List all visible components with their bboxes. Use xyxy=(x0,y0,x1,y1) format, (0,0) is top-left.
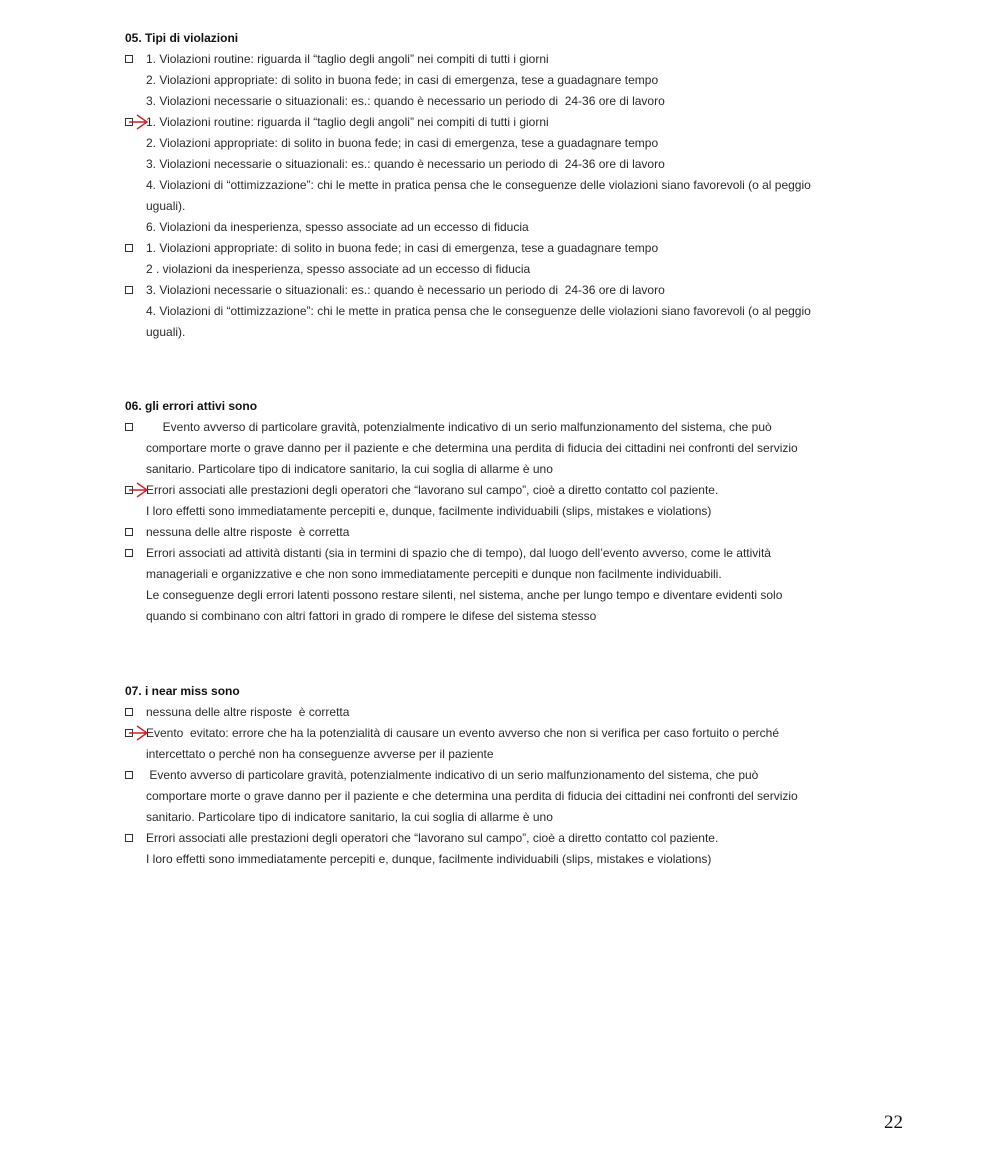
option-text-line: 1. Violazioni routine: riguarda il “taglio degli angoli” nei compiti di tutti i giorni xyxy=(146,52,549,66)
option-text-line: 4. Violazioni di “ottimizzazione”: chi le mette in pratica pensa che le conseguenze delle violazioni siano favorevoli (o al peggio xyxy=(146,304,811,318)
option-text-line: nessuna delle altre risposte è corretta xyxy=(146,525,350,539)
option-text-line: Evento avverso di particolare gravità, potenzialmente indicativo di un serio malfunzionamento del sistema, che può xyxy=(146,768,759,782)
option-text-line: 2. Violazioni appropriate: di solito in buona fede; in casi di emergenza, tese a guadagnare tempo xyxy=(146,73,659,87)
answer-option[interactable] xyxy=(125,49,885,112)
option-text-line: comportare morte o grave danno per il paziente e che determina una perdita di fiducia dei cittadini nei confronti del servizio xyxy=(146,441,798,455)
answer-option[interactable] xyxy=(125,112,885,238)
red-arrow-marker-icon xyxy=(129,725,149,741)
checkbox-square-icon[interactable] xyxy=(125,244,133,252)
red-arrow-marker-icon xyxy=(129,114,149,130)
checkbox-square-icon[interactable] xyxy=(125,834,133,842)
checkbox-square-icon[interactable] xyxy=(125,771,133,779)
option-text-line: quando si combinano con altri fattori in grado di rompere le difese del sistema stesso xyxy=(146,609,597,623)
option-text-line: nessuna delle altre risposte è corretta xyxy=(146,705,350,719)
option-text-line: 6. Violazioni da inesperienza, spesso associate ad un eccesso di fiducia xyxy=(146,220,529,234)
option-text-line: 2 . violazioni da inesperienza, spesso associate ad un eccesso di fiducia xyxy=(146,262,531,276)
option-text-line: I loro effetti sono immediatamente percepiti e, dunque, facilmente individuabili (slips, mistakes e violations) xyxy=(146,852,712,866)
answer-option[interactable] xyxy=(125,417,885,480)
option-text-line: sanitario. Particolare tipo di indicatore sanitario, la cui soglia di allarme è uno xyxy=(146,810,553,824)
option-text-line: 1. Violazioni routine: riguarda il “taglio degli angoli” nei compiti di tutti i giorni xyxy=(146,115,549,129)
option-text-line: Evento evitato: errore che ha la potenzialità di causare un evento avverso che non si verifica per caso fortuito o perché xyxy=(146,726,780,740)
answer-option[interactable] xyxy=(125,238,885,280)
option-text-line: comportare morte o grave danno per il paziente e che determina una perdita di fiducia dei cittadini nei confronti del servizio xyxy=(146,789,798,803)
checkbox-square-icon[interactable] xyxy=(125,528,133,536)
option-text-line: intercettato o perché non ha conseguenze avverse per il paziente xyxy=(146,747,494,761)
option-text-line: Evento avverso di particolare gravità, potenzialmente indicativo di un serio malfunzionamento del sistema, che può xyxy=(146,420,772,434)
question-title: 05. Tipi di violazioni xyxy=(125,31,239,45)
option-text-line: 1. Violazioni appropriate: di solito in buona fede; in casi di emergenza, tese a guadagnare tempo xyxy=(146,241,659,255)
answer-option[interactable] xyxy=(125,280,885,343)
checkbox-square-icon[interactable] xyxy=(125,423,133,431)
option-text-line: manageriali e organizzative e che non sono immediatamente percepiti e dunque non facilmente individuabili. xyxy=(146,567,722,581)
checkbox-square-icon[interactable] xyxy=(125,708,133,716)
answer-option[interactable] xyxy=(125,702,885,723)
red-arrow-marker-icon xyxy=(129,482,149,498)
checkbox-square-icon[interactable] xyxy=(125,549,133,557)
option-text-line: Errori associati alle prestazioni degli operatori che “lavorano sul campo”, cioè a diretto contatto col paziente. xyxy=(146,831,719,845)
option-text-line: sanitario. Particolare tipo di indicatore sanitario, la cui soglia di allarme è uno xyxy=(146,462,553,476)
option-text-line: Errori associati alle prestazioni degli operatori che “lavorano sul campo”, cioè a diretto contatto col paziente. xyxy=(146,483,719,497)
page-number: 22 xyxy=(884,1112,903,1133)
option-text-line: Errori associati ad attività distanti (sia in termini di spazio che di tempo), dal luogo dell’evento avverso, come le attività xyxy=(146,546,771,560)
answer-option[interactable] xyxy=(125,543,885,627)
checkbox-square-icon[interactable] xyxy=(125,286,133,294)
option-text-line: 4. Violazioni di “ottimizzazione”: chi le mette in pratica pensa che le conseguenze delle violazioni siano favorevoli (o al peggio xyxy=(146,178,811,192)
answer-option[interactable] xyxy=(125,723,885,765)
option-text-line: 2. Violazioni appropriate: di solito in buona fede; in casi di emergenza, tese a guadagnare tempo xyxy=(146,136,659,150)
option-text-line: uguali). xyxy=(146,199,186,213)
option-text-line: uguali). xyxy=(146,325,186,339)
answer-option[interactable] xyxy=(125,765,885,828)
answer-option[interactable] xyxy=(125,828,885,870)
answer-option[interactable] xyxy=(125,522,885,543)
answer-option[interactable] xyxy=(125,480,885,522)
option-text-line: Le conseguenze degli errori latenti possono restare silenti, nel sistema, anche per lungo tempo e diventare evidenti solo xyxy=(146,588,783,602)
question-title: 07. i near miss sono xyxy=(125,684,240,698)
option-text-line: I loro effetti sono immediatamente percepiti e, dunque, facilmente individuabili (slips, mistakes e violations) xyxy=(146,504,712,518)
option-text-line: 3. Violazioni necessarie o situazionali: es.: quando è necessario un periodo di 24-36 ore di lavoro xyxy=(146,94,665,108)
option-text-line: 3. Violazioni necessarie o situazionali: es.: quando è necessario un periodo di 24-36 ore di lavoro xyxy=(146,157,665,171)
option-text-line: 3. Violazioni necessarie o situazionali: es.: quando è necessario un periodo di 24-36 ore di lavoro xyxy=(146,283,665,297)
question-title: 06. gli errori attivi sono xyxy=(125,399,258,413)
checkbox-square-icon[interactable] xyxy=(125,55,133,63)
